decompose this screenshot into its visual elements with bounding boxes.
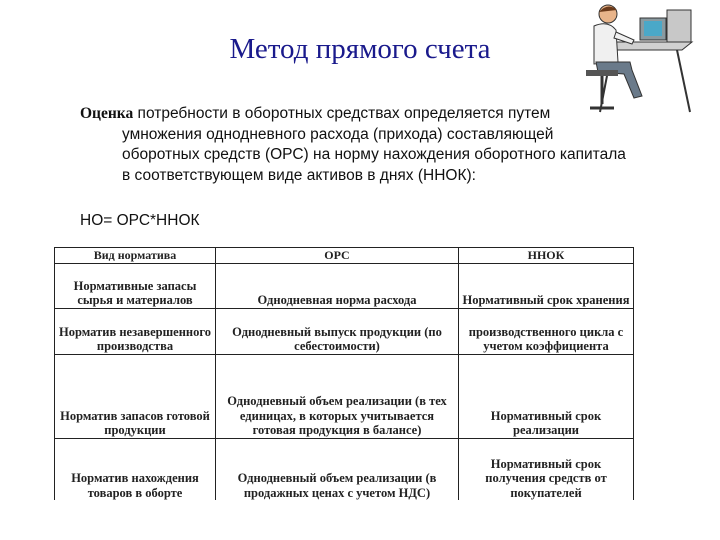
table-row [55, 354, 634, 438]
header-norm-type: Вид норматива [55, 248, 216, 264]
norms-table [54, 247, 634, 500]
description-paragraph [80, 104, 680, 186]
header-ors: ОРС [216, 248, 459, 264]
cell-nnok: Нормативный срок реализации [459, 354, 634, 438]
person-at-computer-illustration [572, 0, 707, 118]
cell-norm-type: Норматив запасов готовой продукции [55, 354, 216, 438]
table-row [55, 263, 634, 308]
paragraph-line-4: в соответствующем виде активов в днях (ННОК): [122, 166, 476, 184]
paragraph-line-3: оборотных средств (ОРС) на норму нахождения оборотного капитала [122, 146, 626, 163]
formula: НО= ОРС*ННОК [80, 212, 200, 229]
cell-ors: Однодневный объем реализации (в тех единицах, в которых учитывается готовая продукция в балансе) [216, 354, 459, 438]
cell-ors: Однодневный объем реализации (в продажных ценах с учетом НДС) [216, 438, 459, 500]
cell-norm-type: Нормативные запасы сырья и материалов [55, 263, 216, 308]
cell-norm-type: Норматив нахождения товаров в оборте [55, 438, 216, 500]
cell-ors: Однодневный выпуск продукции (по себестоимости) [216, 308, 459, 354]
paragraph-line-2: умножения однодневного расхода (прихода) составляющей [122, 125, 554, 143]
table-row [55, 438, 634, 500]
cell-nnok: производственного цикла с учетом коэффициента [459, 308, 634, 354]
cell-nnok: Нормативный срок хранения [459, 263, 634, 308]
cell-norm-type: Норматив незавершенного производства [55, 308, 216, 354]
table-row [55, 308, 634, 354]
paragraph-line-1: потребности в оборотных средствах определяется путем [133, 105, 551, 122]
paragraph-lead: Оценка [80, 105, 134, 122]
slide-title: Метод прямого счета [229, 33, 491, 65]
cell-ors: Однодневная норма расхода [216, 263, 459, 308]
table-header-row [55, 248, 634, 264]
header-nnok: ННОК [459, 248, 634, 264]
cell-nnok: Нормативный срок получения средств от покупателей [459, 438, 634, 500]
